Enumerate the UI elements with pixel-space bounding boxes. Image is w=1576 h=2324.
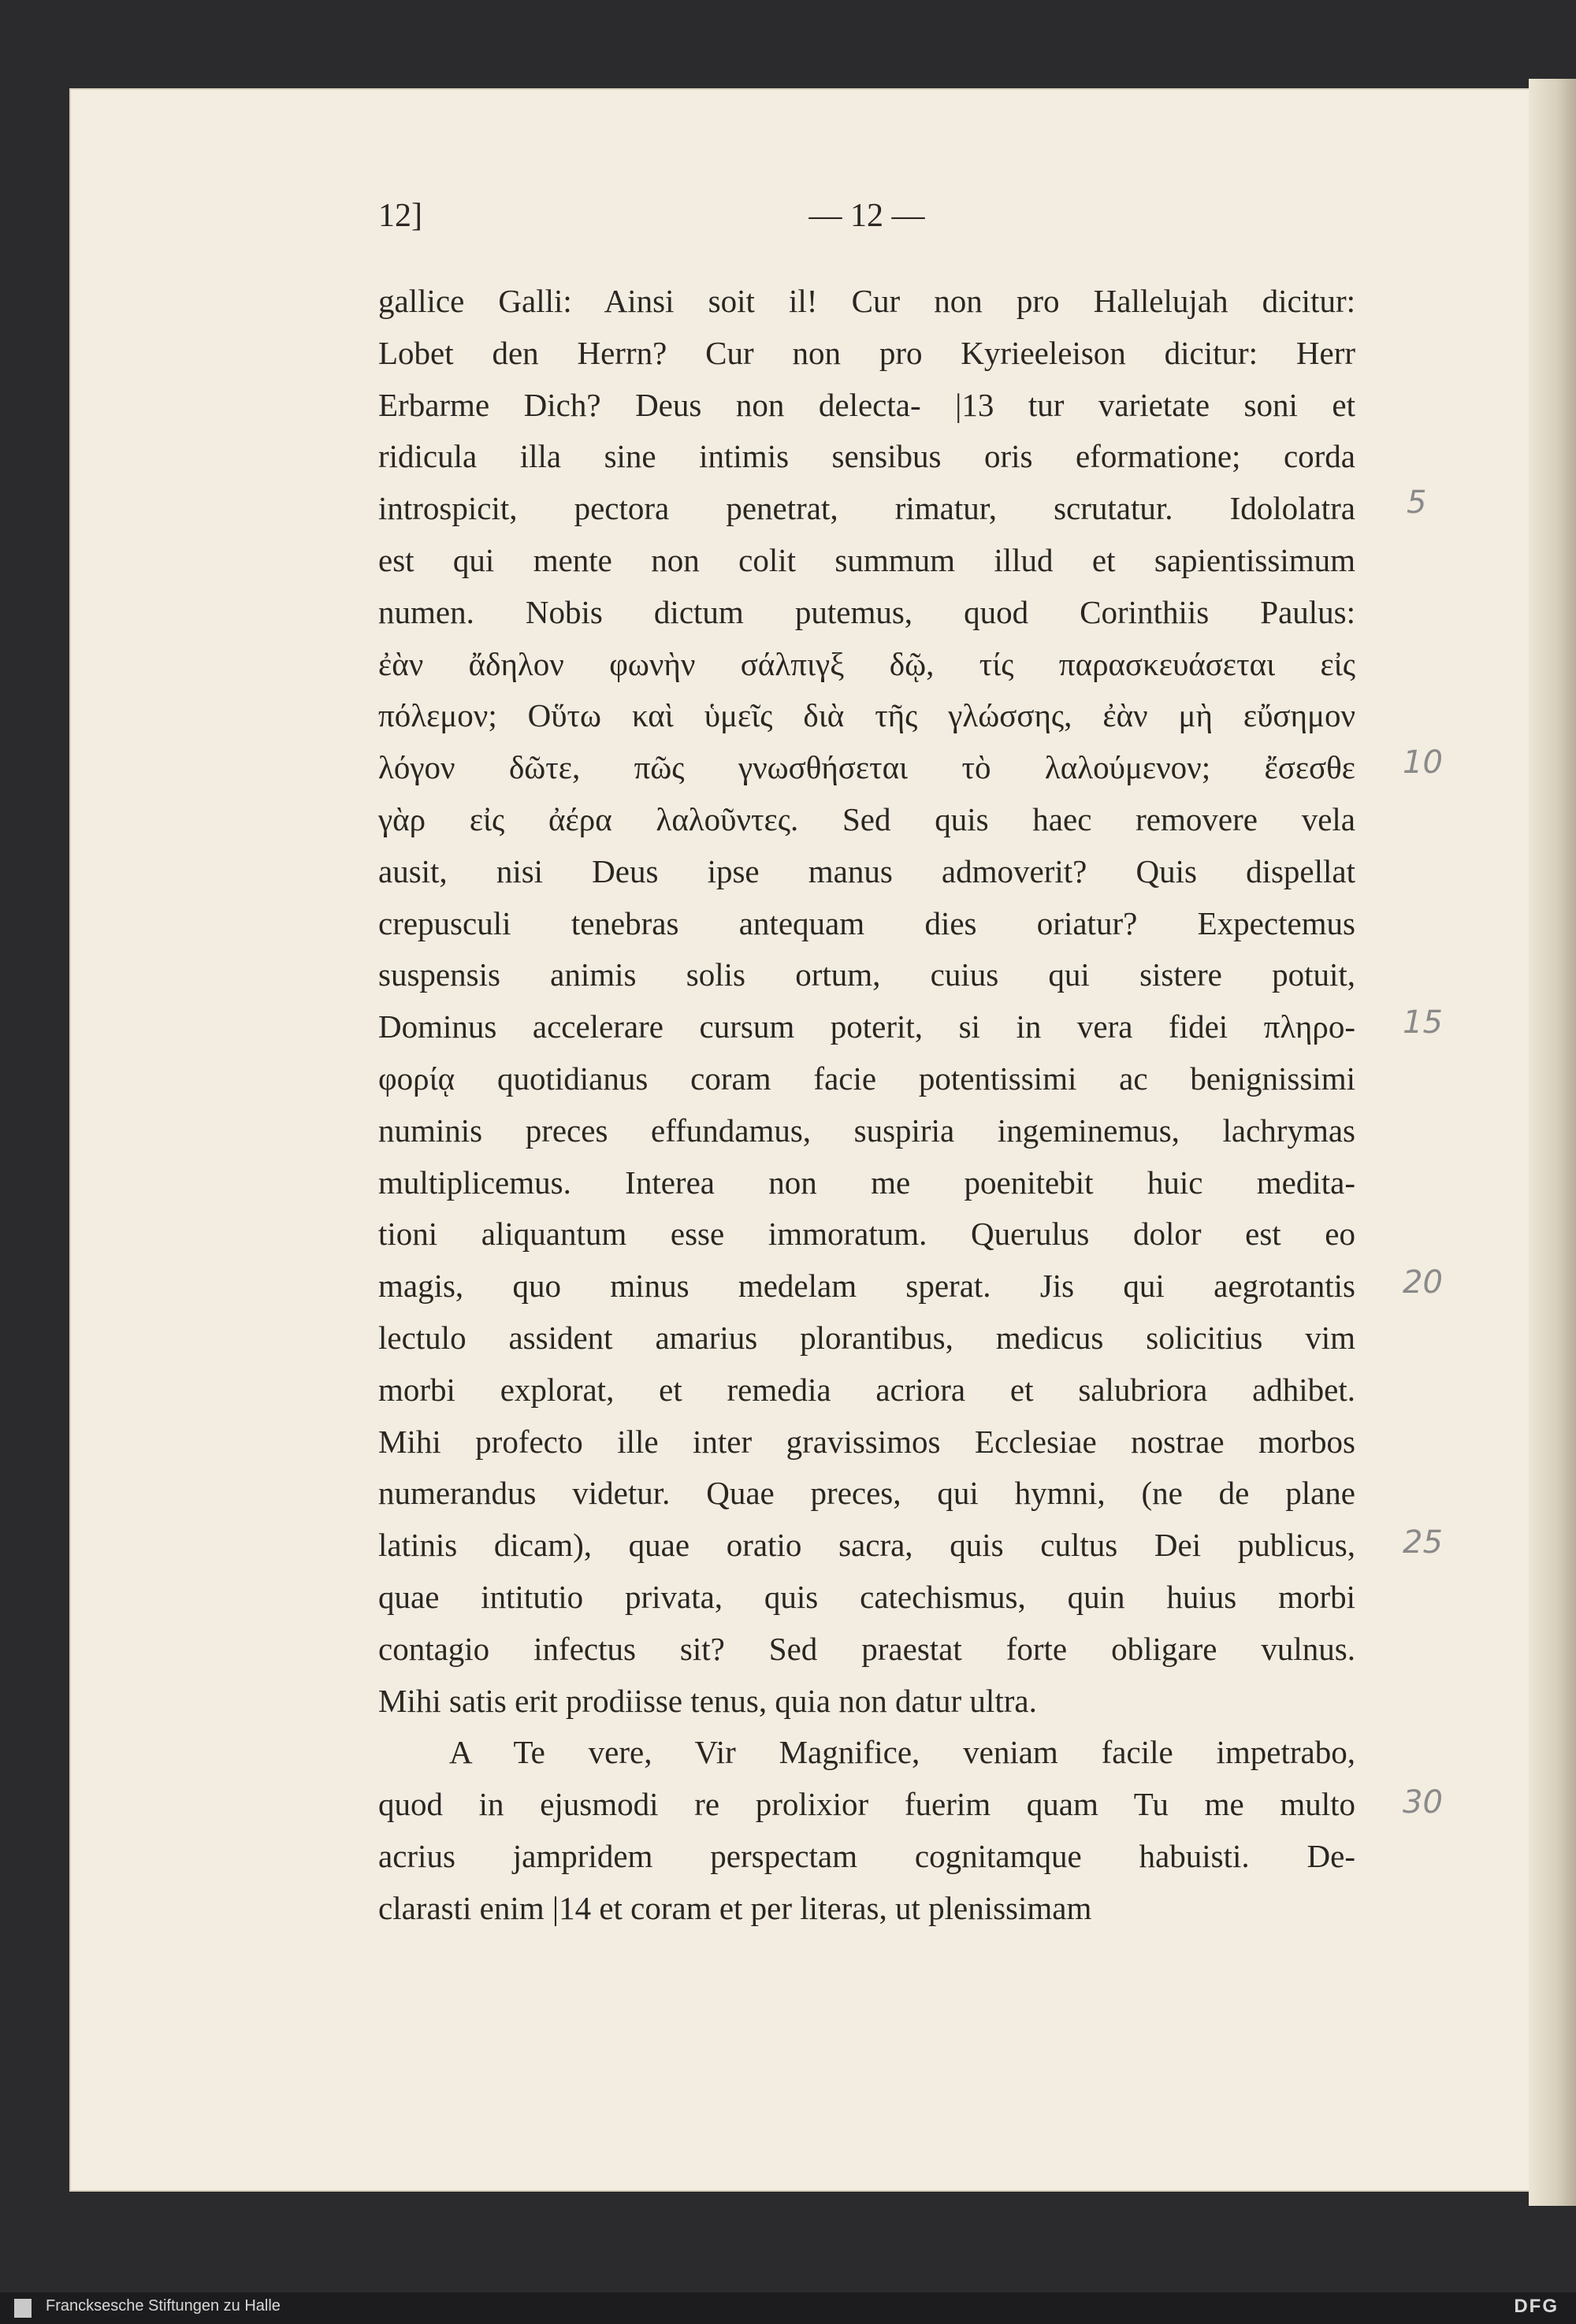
- margin-line-number: 30: [1403, 1784, 1443, 1821]
- text-line: numen. Nobis dictum putemus, quod Corinthiis Paulus:: [378, 593, 1355, 630]
- page-number-left: 12]: [378, 198, 422, 234]
- text-line: morbi explorat, et remedia acriora et salubriora adhibet.: [378, 1371, 1355, 1408]
- text-line: multiplicemus. Interea non me poenitebit huic medita-: [378, 1164, 1355, 1201]
- text-line: A Te vere, Vir Magnifice, veniam facile impetrabo,: [449, 1734, 1355, 1771]
- margin-line-number: 5: [1407, 484, 1427, 521]
- margin-line-number: 25: [1403, 1524, 1443, 1561]
- text-line: numerandus videtur. Quae preces, qui hymni, (ne de plane: [378, 1475, 1355, 1512]
- text-line: suspensis animis solis ortum, cuius qui sistere potuit,: [378, 956, 1355, 993]
- text-line: γὰρ εἰς ἀέρα λαλοῦντες. Sed quis haec removere vela: [378, 800, 1355, 837]
- text-line: Mihi profecto ille inter gravissimos Ecclesiae nostrae morbos: [378, 1423, 1355, 1460]
- text-line: ausit, nisi Deus ipse manus admoverit? Quis dispellat: [378, 852, 1355, 889]
- text-line: Erbarme Dich? Deus non delecta- |13 tur varietate soni et: [378, 386, 1355, 423]
- text-line: lectulo assident amarius plorantibus, medicus solicitius vim: [378, 1319, 1355, 1356]
- text-line: λόγον δῶτε, πῶς γνωσθήσεται τὸ λαλούμενον; ἔσεσθε: [378, 749, 1355, 786]
- body-text: [378, 276, 1355, 1935]
- footer-institution: Francksesche Stiftungen zu Halle: [46, 2297, 281, 2315]
- text-line: Lobet den Herrn? Cur non pro Kyrieeleison dicitur: Herr: [378, 334, 1355, 371]
- text-line: clarasti enim |14 et coram et per literas, ut plenissimam: [378, 1889, 1092, 1926]
- text-line: ridicula illa sine intimis sensibus oris eformatione; corda: [378, 438, 1355, 475]
- text-line: crepusculi tenebras antequam dies oriatur? Expectemus: [378, 904, 1355, 941]
- text-line: πόλεμον; Οὕτω καὶ ὑμεῖς διὰ τῆς γλώσσης, ἐὰν μὴ εὔσημον: [378, 697, 1355, 734]
- page-number-center: — 12 —: [808, 198, 925, 234]
- text-line: magis, quo minus medelam sperat. Jis qui aegrotantis: [378, 1268, 1355, 1305]
- text-line: quae intitutio privata, quis catechismus, quin huius morbi: [378, 1578, 1355, 1615]
- text-line: ἐὰν ἄδηλον φωνὴν σάλπιγξ δῷ, τίς παρασκευάσεται εἰς: [378, 645, 1355, 682]
- text-line: Dominus accelerare cursum poterit, si in vera fidei πληρο-: [378, 1008, 1355, 1045]
- dfg-logo: DFG: [1514, 2296, 1559, 2317]
- text-line: est qui mente non colit summum illud et sapientissimum: [378, 541, 1355, 578]
- text-line: Mihi satis erit prodiisse tenus, quia non datur ultra.: [378, 1682, 1037, 1719]
- text-line: tioni aliquantum esse immoratum. Querulus dolor est eo: [378, 1216, 1355, 1253]
- page-right-edge: [1529, 79, 1576, 2206]
- text-line: acrius jampridem perspectam cognitamque habuisti. De-: [378, 1837, 1355, 1874]
- institution-logo-icon: [14, 2299, 32, 2318]
- margin-line-number: 15: [1403, 1004, 1443, 1041]
- text-line: introspicit, pectora penetrat, rimatur, scrutatur. Idololatra: [378, 490, 1355, 527]
- text-line: numinis preces effundamus, suspiria ingeminemus, lachrymas: [378, 1112, 1355, 1149]
- text-line: gallice Galli: Ainsi soit il! Cur non pro Hallelujah dicitur:: [378, 283, 1355, 319]
- text-line: contagio infectus sit? Sed praestat forte obligare vulnus.: [378, 1630, 1355, 1667]
- page-header: [378, 197, 1355, 244]
- text-line: quod in ejusmodi re prolixior fuerim quam Tu me multo: [378, 1786, 1355, 1823]
- margin-line-number: 20: [1403, 1264, 1443, 1301]
- margin-line-number: 10: [1403, 744, 1443, 781]
- text-line: φορίᾳ quotidianus coram facie potentissimi ac benignissimi: [378, 1060, 1355, 1097]
- text-line: latinis dicam), quae oratio sacra, quis cultus Dei publicus,: [378, 1527, 1355, 1564]
